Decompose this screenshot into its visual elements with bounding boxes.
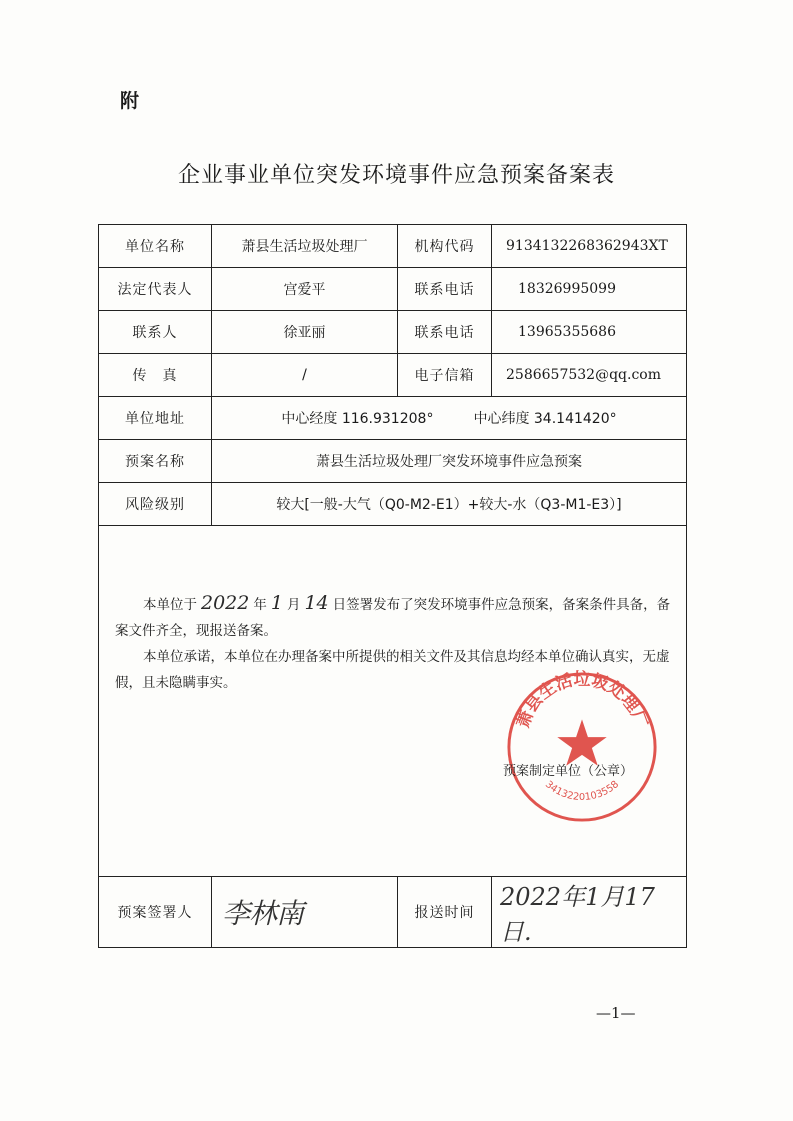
signer-label: 预案签署人: [99, 877, 212, 948]
contact-value: 徐亚丽: [212, 311, 398, 354]
fax-value: /: [212, 354, 398, 397]
decl-year-unit: 年: [253, 597, 267, 613]
contact-label: 联系人: [99, 311, 212, 354]
row-fax: [99, 354, 687, 397]
official-seal-stamp: [503, 668, 661, 826]
phone1-value: 18326995099: [492, 268, 687, 311]
filing-form-table: [98, 224, 687, 948]
declaration-paragraph-1: [115, 590, 672, 644]
row-signature: [99, 877, 687, 948]
plan-name-value: 萧县生活垃圾处理厂突发环境事件应急预案: [212, 440, 687, 483]
org-code-label: 机构代码: [398, 225, 492, 268]
handwritten-year: 2022: [201, 592, 250, 614]
unit-name-value: 萧县生活垃圾处理厂: [212, 225, 398, 268]
decl-suffix: 日签署发布了突发环境事件应急预案，备案条件具备，备案文件齐全，现报送备案。: [115, 597, 671, 639]
row-address: [99, 397, 687, 440]
row-risk-level: [99, 483, 687, 526]
phone1-label: 联系电话: [398, 268, 492, 311]
legal-rep-label: 法定代表人: [99, 268, 212, 311]
issuing-unit-line: 预案制定单位（公章）: [503, 764, 634, 779]
risk-level-value: 较大[一般-大气（Q0-M2-E1）+较大-水（Q3-M1-E3）]: [212, 483, 687, 526]
declaration-cell: [99, 526, 687, 877]
row-contact: [99, 311, 687, 354]
decl-prefix: 本单位于: [143, 597, 197, 613]
page-number: —1—: [596, 1004, 636, 1022]
phone2-value: 13965355686: [492, 311, 687, 354]
date-label: 报送时间: [398, 877, 492, 948]
seal-code-text: 3413220103558: [542, 779, 622, 804]
org-code-value: 9134132268362943XT: [492, 225, 687, 268]
plan-name-label: 预案名称: [99, 440, 212, 483]
longitude-value: 中心经度 116.931208°: [281, 411, 434, 427]
seal-name-text: 萧县生活垃圾处理厂: [512, 668, 652, 731]
phone2-label: 联系电话: [398, 311, 492, 354]
fax-label: 传 真: [99, 354, 212, 397]
email-value: 2586657532@qq.com: [492, 354, 687, 397]
signer-signature: [212, 877, 398, 948]
row-unit-name: [99, 225, 687, 268]
risk-level-label: 风险级别: [99, 483, 212, 526]
row-legal-rep: [99, 268, 687, 311]
attachment-mark: 附: [120, 90, 140, 112]
latitude-value: 中心纬度 34.141420°: [473, 411, 617, 427]
handwritten-signer: 李林南: [222, 897, 304, 930]
submission-date: [492, 877, 687, 948]
row-declaration: [99, 526, 687, 877]
unit-name-label: 单位名称: [99, 225, 212, 268]
row-plan-name: [99, 440, 687, 483]
address-label: 单位地址: [99, 397, 212, 440]
handwritten-month: 1: [270, 592, 283, 614]
decl-month-unit: 月: [286, 597, 301, 613]
address-value: [212, 397, 687, 440]
email-label: 电子信箱: [398, 354, 492, 397]
seal-star-icon: [557, 719, 606, 765]
declaration-paragraph-2: 本单位承诺，本单位在办理备案中所提供的相关文件及其信息均经本单位确认真实，无虚假，且未隐瞒事实。: [115, 649, 670, 691]
document-title: 企业事业单位突发环境事件应急预案备案表: [177, 163, 615, 188]
legal-rep-value: 宫爱平: [212, 268, 398, 311]
handwritten-day: 14: [304, 592, 329, 614]
handwritten-date: 2022年1月17日.: [500, 883, 655, 946]
